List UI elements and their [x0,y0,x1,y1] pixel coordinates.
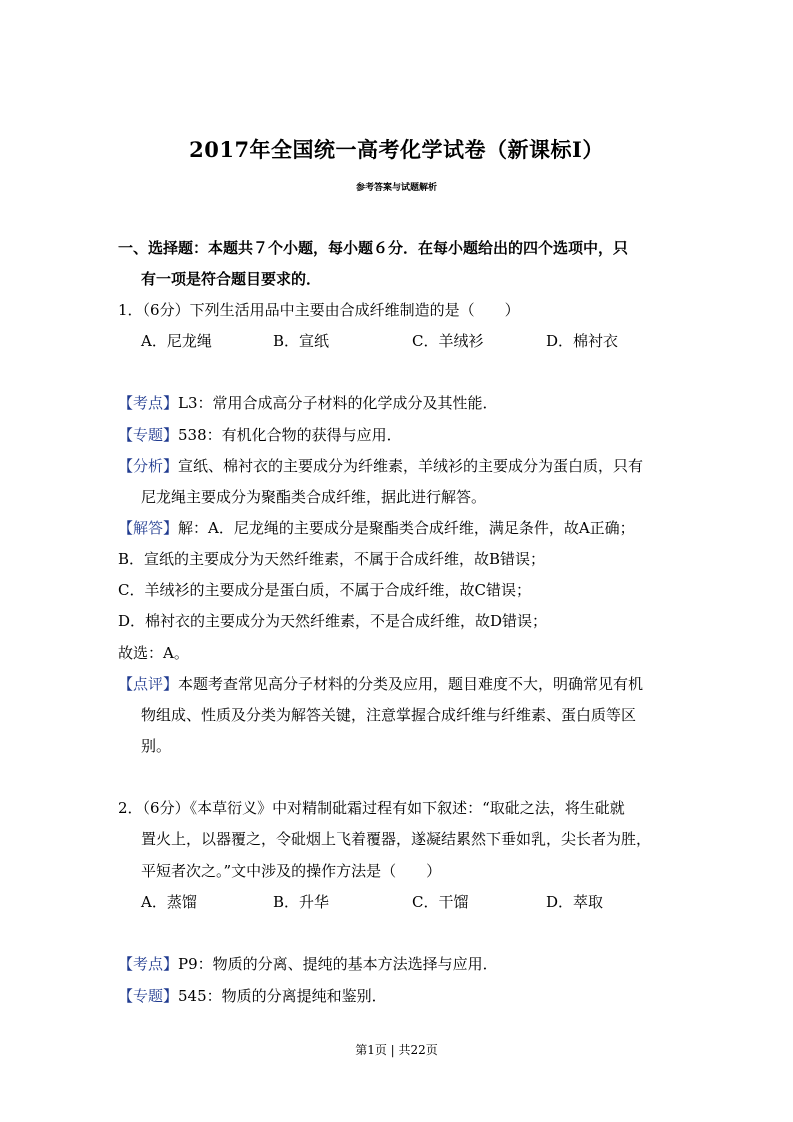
q2-stem-line3: 平短者次之。”文中涉及的操作方法是（ ） [141,862,442,880]
q1-dianping [118,674,643,694]
kaodian-tag: 【考点】 [118,394,179,412]
q1-zhuanti [118,425,402,445]
q1-jieda-line4: D．棉衬衣的主要成分为天然纤维素，不是合成纤维，故D错误； [118,612,548,630]
q1-fenxi-line2: 尼龙绳主要成分为聚酯类合成纤维，据此进行解答。 [141,488,487,506]
jieda-tag: 【解答】 [118,519,179,537]
zhuanti-text: 538：有机化合物的获得与应用． [178,426,402,444]
q1-option-c: C．羊绒衫 [412,332,484,350]
q2-option-a: A．蒸馏 [141,893,197,911]
q1-option-b: B．宣纸 [273,332,330,350]
q1-jieda-line5: 故选：A。 [118,644,189,662]
q2-option-d: D．萃取 [546,893,604,911]
kaodian-tag: 【考点】 [118,955,179,973]
jieda-text-line1: 解：A．尼龙绳的主要成分是聚酯类合成纤维，满足条件，故A正确； [178,519,635,537]
q1-fenxi [118,456,643,476]
q2-option-c: C．干馏 [412,893,469,911]
page-footer: 第1页 | 共22页 [355,1043,438,1057]
q2-kaodian [118,954,498,974]
q2-stem-line2: 置火上，以器覆之，令砒烟上飞着覆器，遂凝结累然下垂如乳，尖长者为胜， [141,830,652,848]
q2-option-b: B．升华 [273,893,330,911]
q1-jieda-line2: B．宣纸的主要成分为天然纤维素，不属于合成纤维，故B错误； [118,550,546,568]
q1-kaodian [118,393,498,413]
q1-stem: 1．（6分）下列生活用品中主要由合成纤维制造的是（ ） [118,301,520,319]
q2-zhuanti [118,986,387,1006]
q2-stem-line1: 2．（6分）《本草衍义》中对精制砒霜过程有如下叙述：“取砒之法，将生砒就 [118,799,625,817]
document-title: 2017年全国统一高考化学试卷（新课标I） [189,137,604,162]
zhuanti-text: 545：物质的分离提纯和鉴别． [178,987,387,1005]
kaodian-text: L3：常用合成高分子材料的化学成分及其性能． [178,394,498,412]
q1-dianping-line3: 别。 [141,737,172,755]
document-subtitle: 参考答案与试题解析 [355,183,437,193]
q1-jieda [118,518,635,538]
section-heading-line2: 有一项是符合题目要求的． [141,270,322,288]
q1-dianping-line2: 物组成、性质及分类为解答关键，注意掌握合成纤维与纤维素、蛋白质等区 [141,706,637,724]
fenxi-text-line1: 宣纸、棉衬衣的主要成分为纤维素，羊绒衫的主要成分为蛋白质，只有 [178,457,644,475]
q1-option-d: D．棉衬衣 [546,332,619,350]
section-heading-line1: 一、选择题：本题共７个小题，每小题６分．在每小题给出的四个选项中，只 [118,239,629,257]
dianping-text-line1: 本题考查常见高分子材料的分类及应用，题目难度不大，明确常见有机 [178,675,644,693]
kaodian-text: P9：物质的分离、提纯的基本方法选择与应用． [178,955,498,973]
q1-option-a: A．尼龙绳 [141,332,212,350]
zhuanti-tag: 【专题】 [118,426,179,444]
dianping-tag: 【点评】 [118,675,179,693]
fenxi-tag: 【分析】 [118,457,179,475]
q1-jieda-line3: C．羊绒衫的主要成分是蛋白质，不属于合成纤维，故C错误； [118,581,531,599]
zhuanti-tag: 【专题】 [118,987,179,1005]
